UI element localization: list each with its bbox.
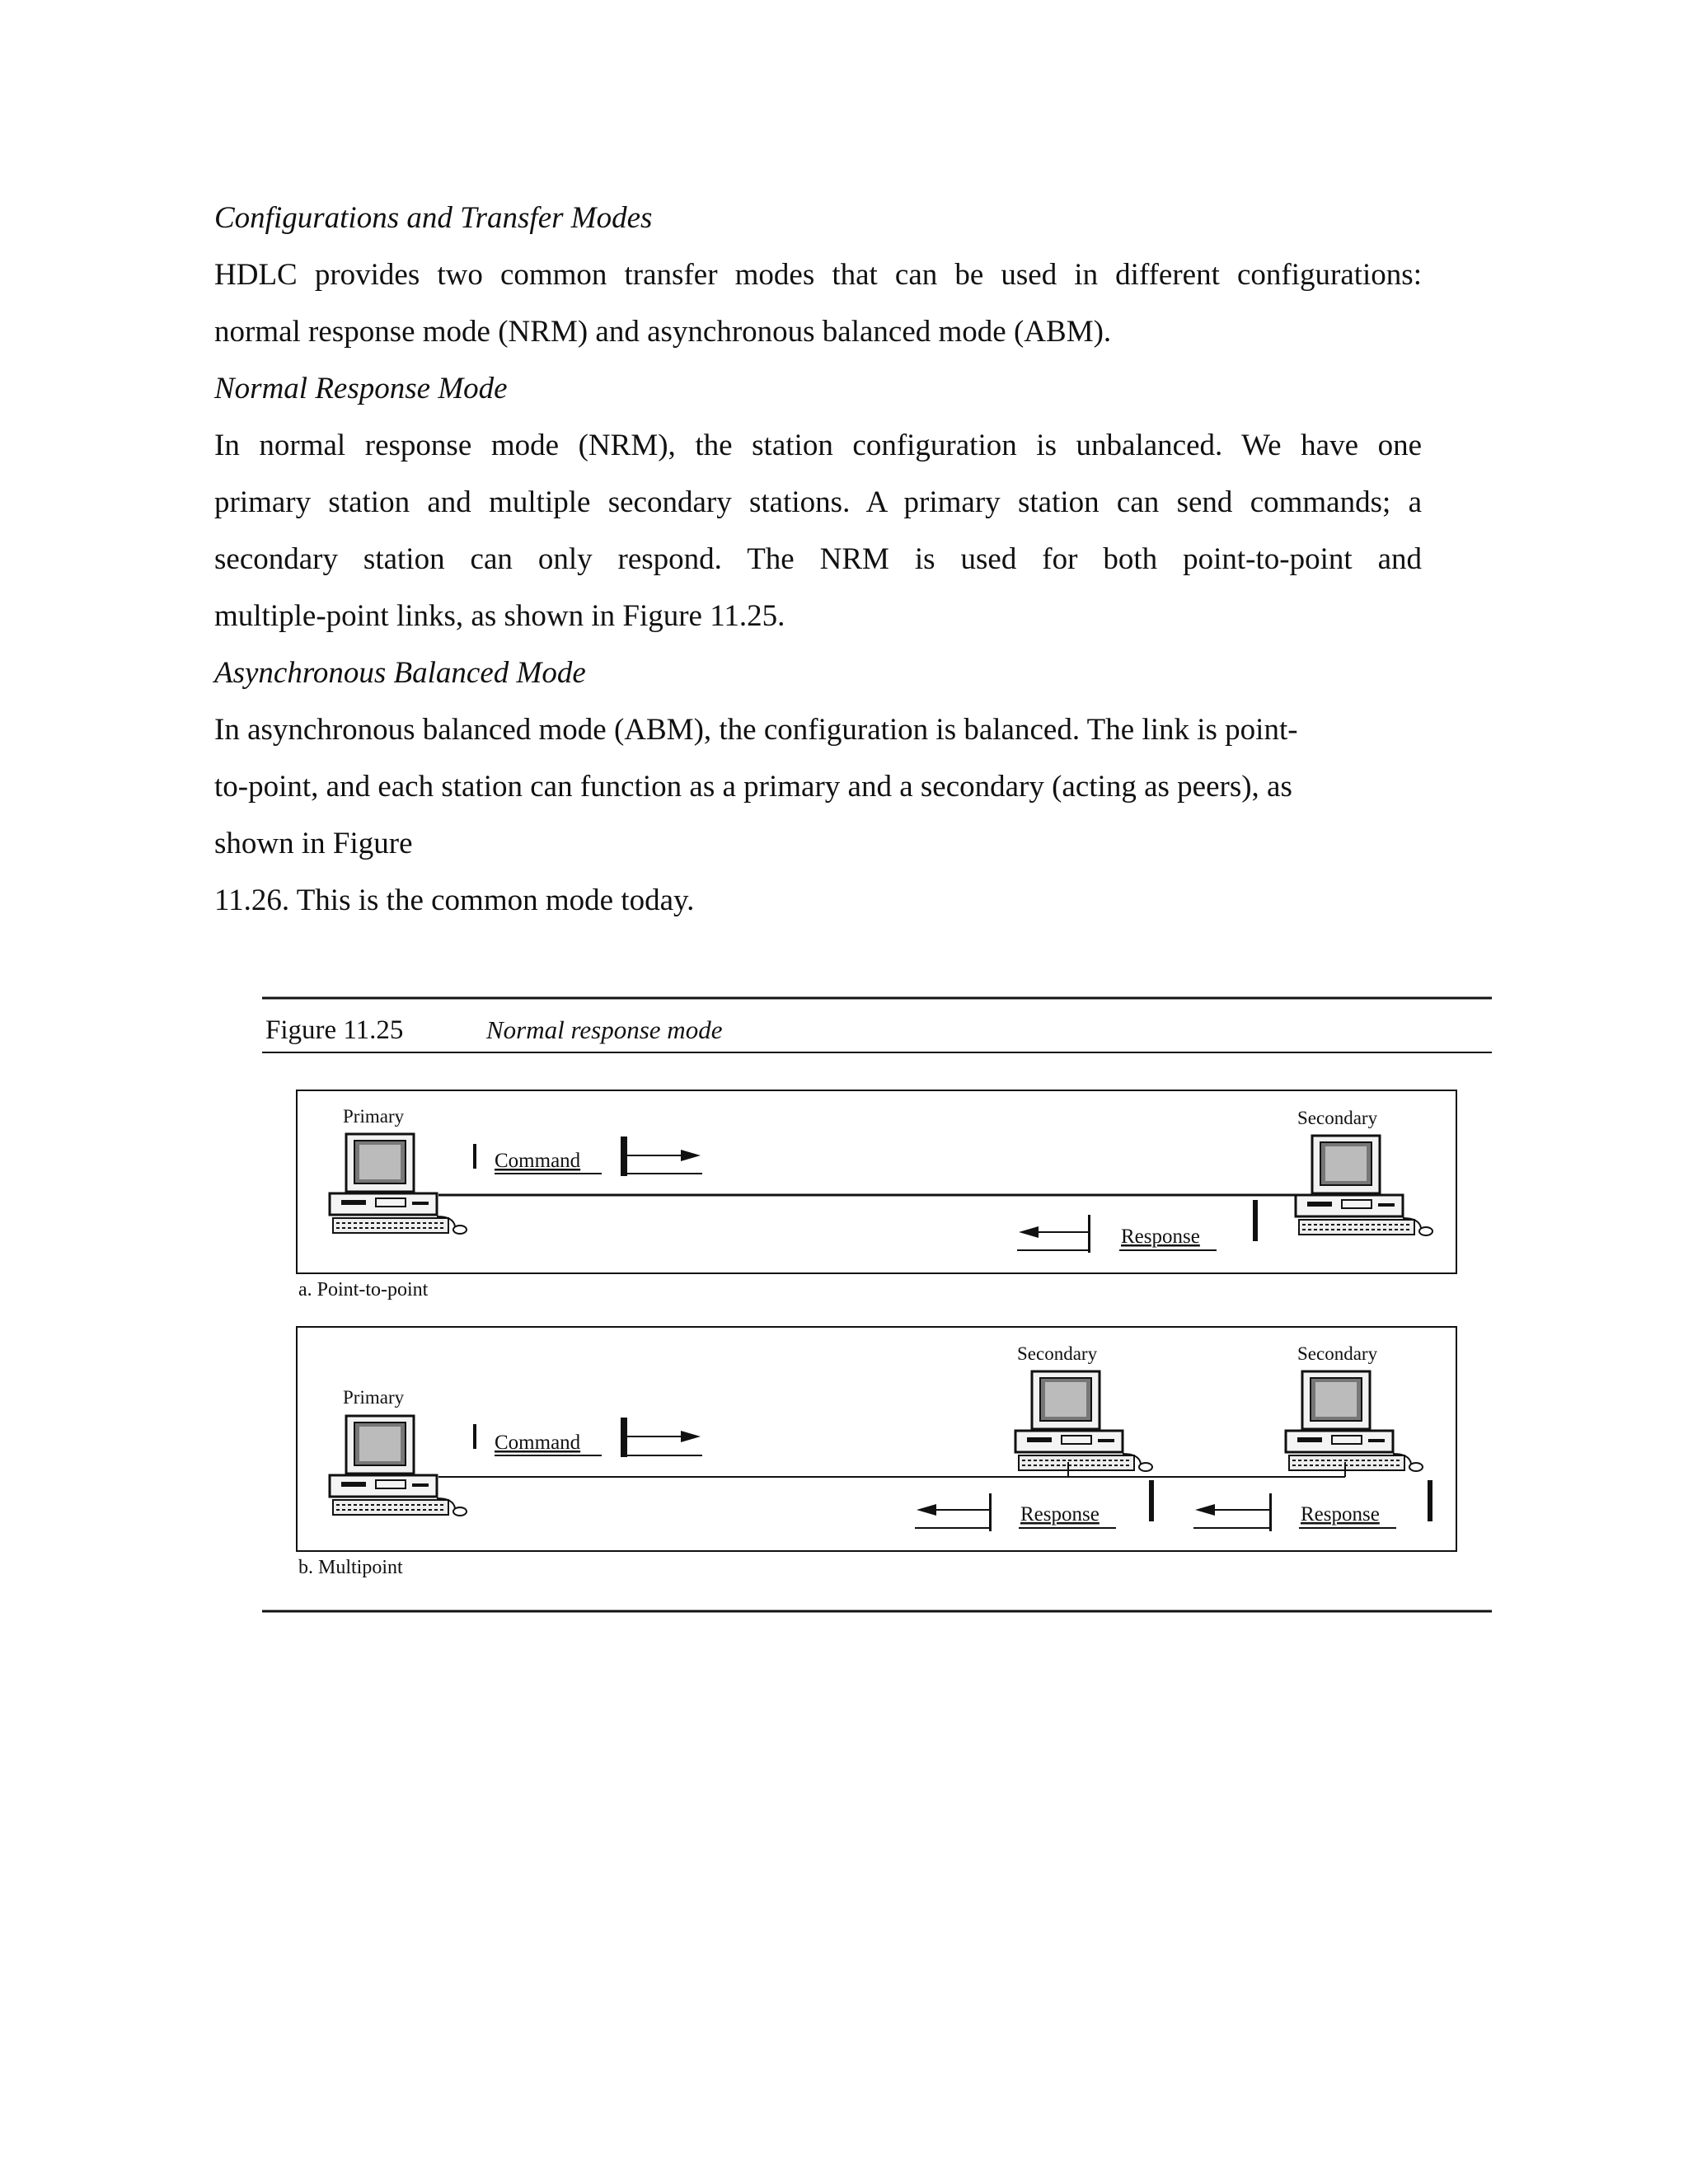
figure-title: Normal response mode [486, 1015, 723, 1044]
panel-b-secondary1-label: Secondary [1017, 1343, 1098, 1364]
panel-a-command-label: Command [495, 1150, 581, 1172]
panel-b-secondary2-computer-icon [1286, 1371, 1423, 1471]
panel-a-secondary-computer-icon [1296, 1136, 1432, 1235]
abm-line-3: shown in Figure [214, 827, 413, 860]
abm-heading: Asynchronous Balanced Mode [214, 656, 586, 690]
panel-b-primary-label: Primary [343, 1387, 405, 1408]
panel-b-command-end-flag [621, 1418, 627, 1457]
abm-line-1: In asynchronous balanced mode (ABM), the configuration is balanced. The link is point- [214, 713, 1298, 747]
panel-b-caption: b. Multipoint [298, 1557, 403, 1578]
panel-a-command-start-flag [473, 1144, 476, 1169]
panel-a-response-start-flag [1253, 1200, 1258, 1241]
nrm-heading: Normal Response Mode [214, 372, 508, 405]
panel-b-response2-start-flag [1428, 1480, 1432, 1521]
abm-line-4: 11.26. This is the common mode today. [214, 883, 695, 917]
panel-a-response-label: Response [1121, 1226, 1200, 1248]
panel-b-secondary1-computer-icon [1015, 1371, 1152, 1471]
intro-line-2: normal response mode (NRM) and asynchronous balanced mode (ABM). [214, 315, 1112, 349]
nrm-line-2: primary station and multiple secondary stations. A primary station can send commands; a [214, 485, 1422, 519]
panel-b-response1-label: Response [1020, 1503, 1100, 1526]
panel-b-response2-end-flag [1269, 1493, 1272, 1531]
panel-a-caption: a. Point-to-point [298, 1279, 429, 1301]
panel-a-response-end-flag [1088, 1215, 1090, 1253]
panel-b-secondary2-label: Secondary [1297, 1343, 1378, 1364]
panel-b-command-label: Command [495, 1432, 581, 1454]
intro-line-1: HDLC provides two common transfer modes that can be used in different configurations: [214, 258, 1422, 292]
panel-a-command-end-flag [621, 1137, 627, 1176]
section-heading: Configurations and Transfer Modes [214, 201, 653, 235]
nrm-line-4: multiple-point links, as shown in Figure 11.25. [214, 599, 785, 633]
panel-a-frame [297, 1090, 1456, 1273]
figure-number: Figure 11.25 [265, 1015, 404, 1045]
abm-line-2: to-point, and each station can function as a primary and a secondary (acting as peers), as [214, 770, 1292, 804]
panel-b-frame [297, 1327, 1456, 1551]
panel-b-response1-start-flag [1149, 1480, 1154, 1521]
panel-b-response2-label: Response [1301, 1503, 1380, 1526]
panel-a-primary-computer-icon [330, 1134, 467, 1234]
panel-a-primary-label: Primary [343, 1106, 405, 1127]
panel-b-response1-end-flag [989, 1493, 992, 1531]
panel-a-secondary-label: Secondary [1297, 1108, 1378, 1128]
panel-b-command-start-flag [473, 1424, 476, 1449]
nrm-line-1: In normal response mode (NRM), the station configuration is unbalanced. We have one [214, 429, 1422, 462]
nrm-line-3: secondary station can only respond. The NRM is used for both point-to-point and [214, 542, 1422, 576]
panel-b-primary-computer-icon [330, 1416, 467, 1516]
